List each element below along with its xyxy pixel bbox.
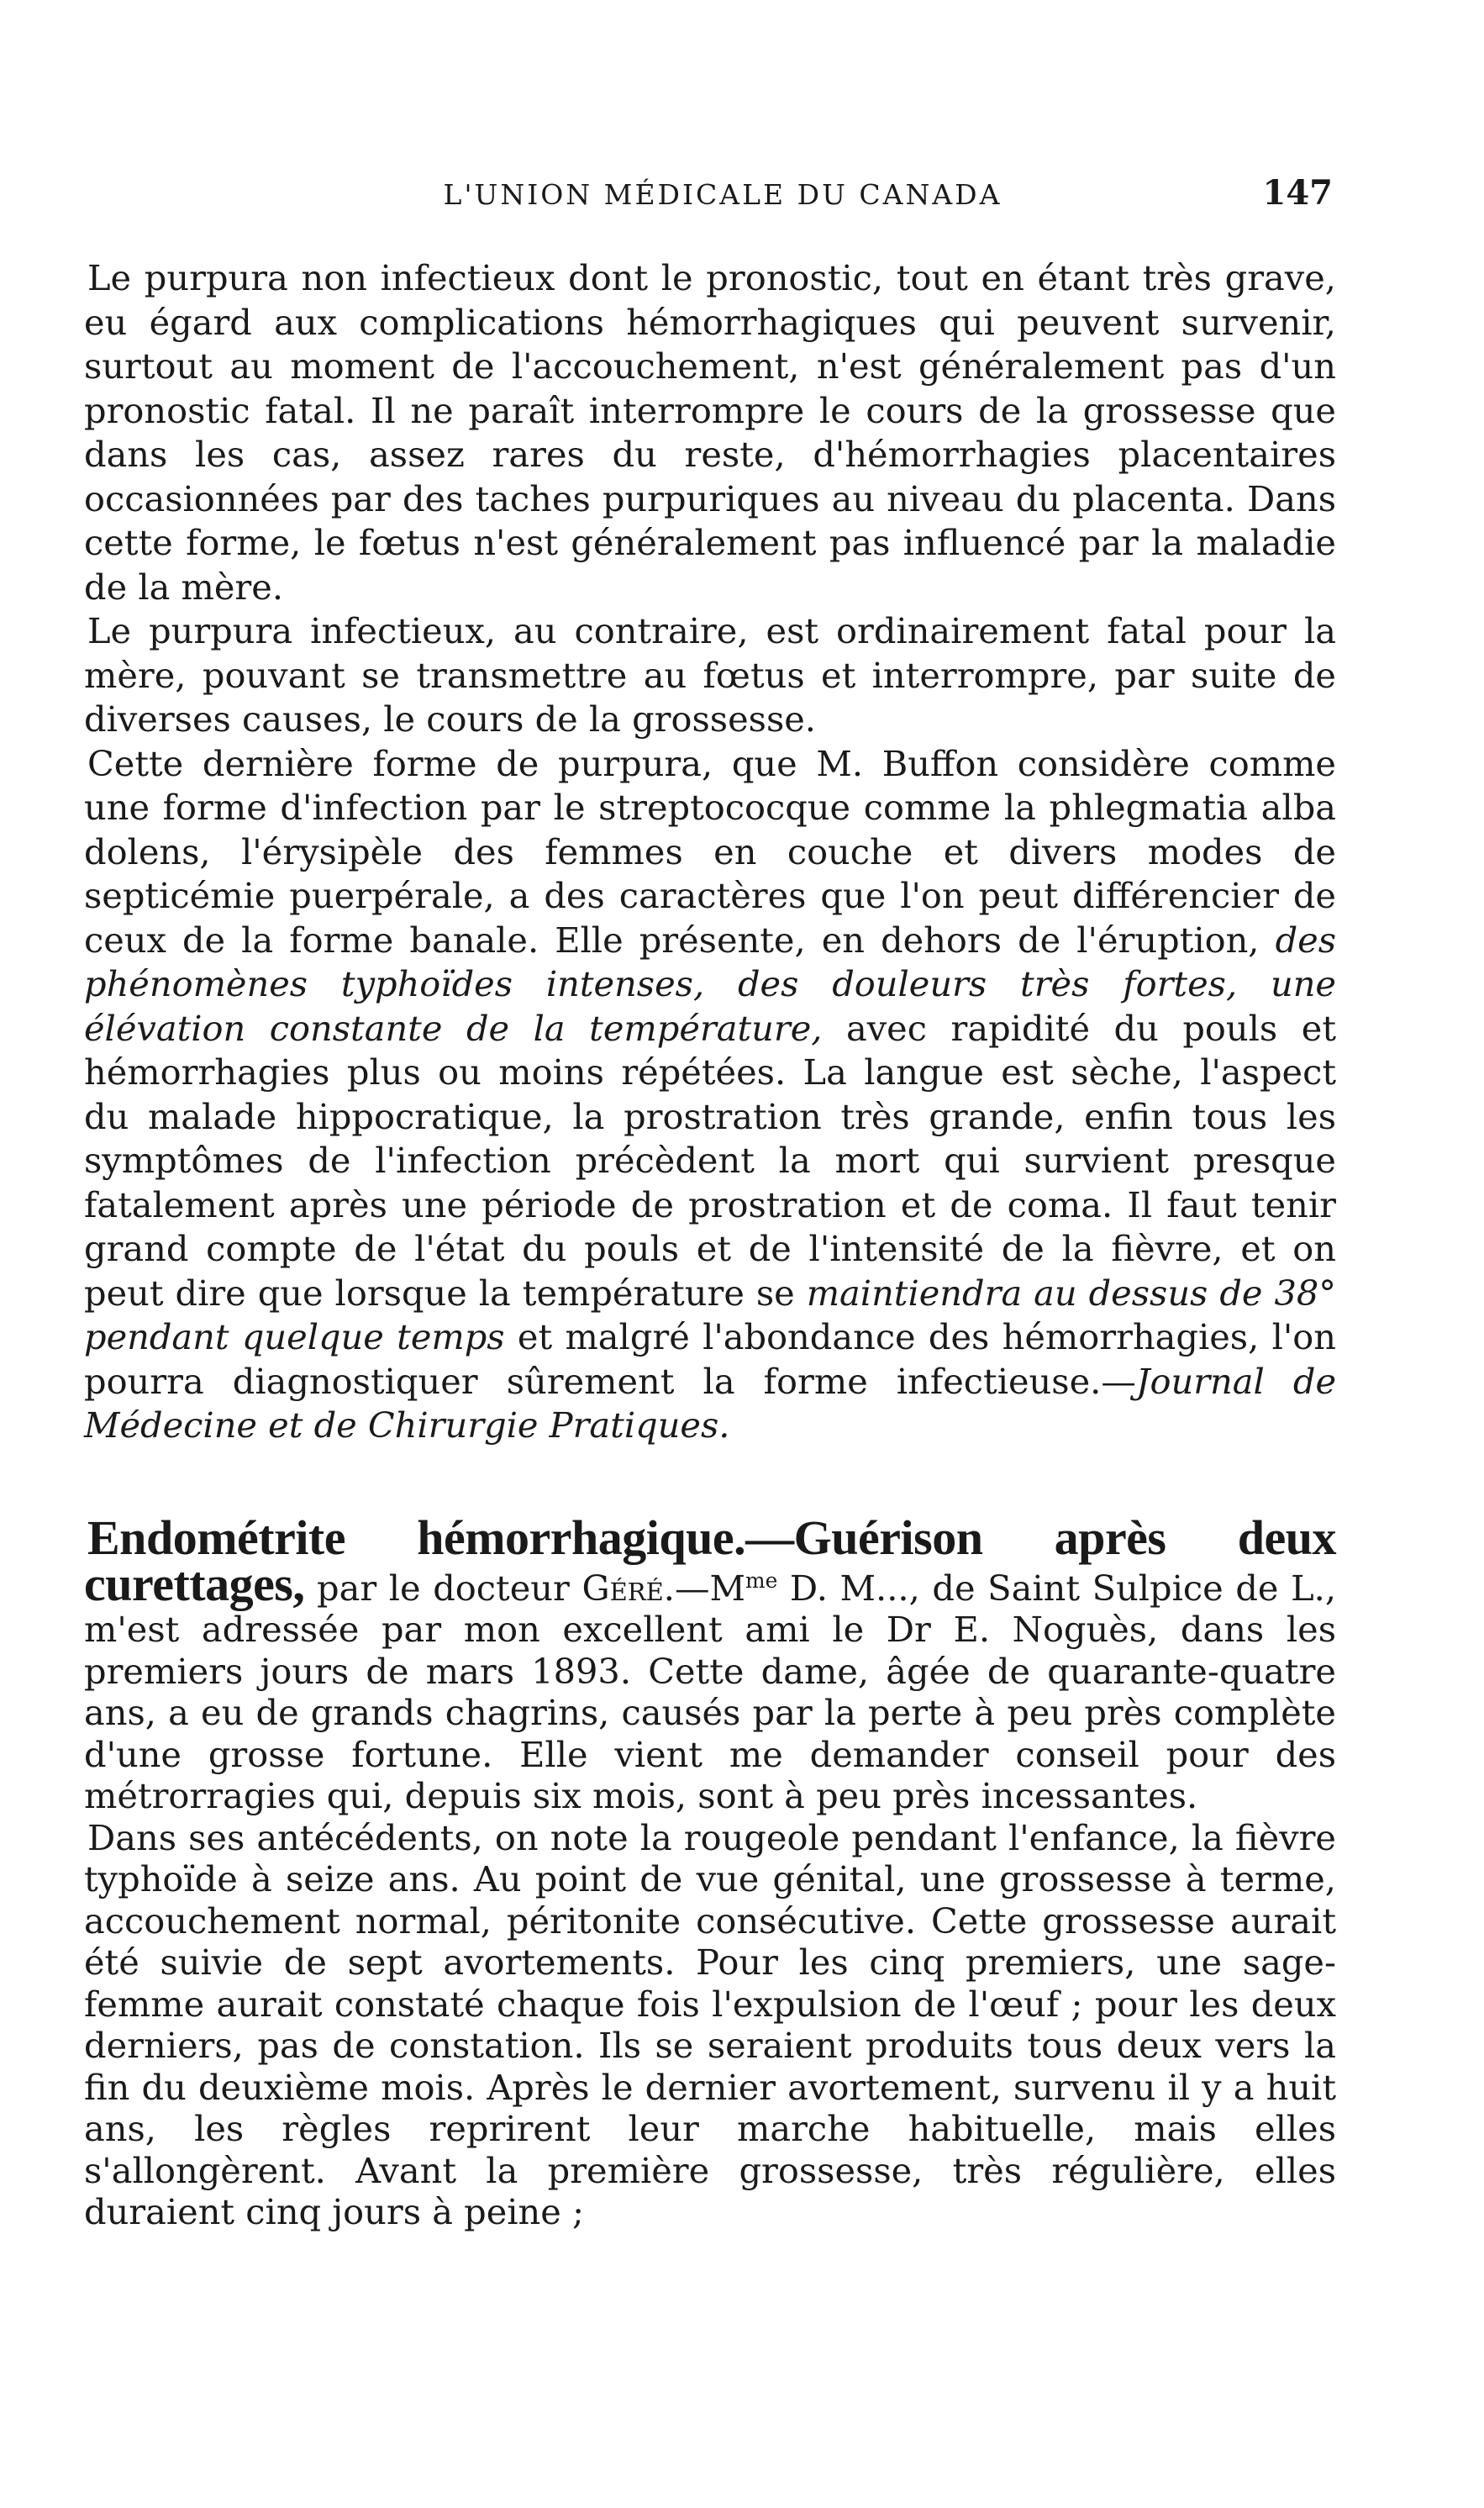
journal-citation: Journal de Médecine et de Chirurgie Pratiques. xyxy=(84,1360,1337,1446)
section-title: Endométrite hémorrhagique.—Guérison après deux curettages, xyxy=(84,1510,1336,1611)
text-run: .—M xyxy=(663,1567,745,1609)
paragraph-case-intro xyxy=(84,1510,1337,1817)
running-header xyxy=(0,173,1484,229)
text-run: Cette dernière forme de purpura, que M. Buffon considère comme une forme d'infection par le streptococque comme la phlegmatia alba dolens, l'érysipèle des femmes en couche et divers modes de septicémie puerpérale, a des caractères que l'on peut différencier de ceux de la forme banale. Elle présente, en dehors de l'éruption, xyxy=(84,742,1336,961)
paragraph-non-infectious: Le purpura non infectieux dont le pronostic, tout en étant très grave, eu égard aux complications hémorrhagiques qui peuvent survenir, surtout au moment de l'accouchement, n'est généralement pas d'un pronostic fatal. Il ne paraît interrompre le cours de la grossesse que dans les cas, assez rares du reste, d'hémorrhagies placentaires occasionnées par des taches purpuriques au niveau du placenta. Dans cette forme, le fœtus n'est généralement pas influencé par la maladie de la mère. xyxy=(84,257,1336,608)
paragraph-infectious: Le purpura infectieux, au contraire, est ordinairement fatal pour la mère, pouvant se transmettre au fœtus et interrompre, par suite de diverses causes, le cours de la grossesse. xyxy=(84,610,1336,740)
text-run: et malgré l'abondance des hémorrhagies, l'on pourra diagnostiquer sûrement la forme infectieuse.— xyxy=(84,1316,1336,1402)
text-run: avec rapidité du pouls et hémorrhagies plus ou moins répétées. La langue est sèche, l'aspect du malade hippocratique, la prostration très grande, enfin tous les symptômes de l'infection précèdent la mort qui survient presque fatalement après une période de prostration et de coma. Il faut tenir grand compte de l'état du pouls et de l'intensité de la fièvre, et on peut dire que lorsque la température se xyxy=(84,1007,1336,1314)
journal-title: L'UNION MÉDICALE DU CANADA xyxy=(443,178,1002,211)
text-run: par le docteur xyxy=(304,1567,582,1609)
paragraph-infectious-form xyxy=(84,742,1336,1448)
text-run: D. M..., de Saint Sulpice de L., m'est adressée par mon excellent ami le Dr E. Noguès, dans les premiers jours de mars 1893. Cette dame, âgée de quarante-quatre ans, a eu de grands chagrins, causés par la perte à peu près complète d'une grosse fortune. Elle vient me demander conseil pour des métrorragies qui, depuis six mois, sont à peu près incessantes. xyxy=(84,1567,1337,1816)
italic-temperature: maintiendra au dessus de 38° pendant quelque temps xyxy=(84,1272,1336,1357)
article-purpura xyxy=(84,256,1336,1448)
paragraph-antecedents: Dans ses antécédents, on note la rougeole pendant l'enfance, la fièvre typhoïde à seize ans. Au point de vue génital, une grossesse à terme, accouchement normal, péritonite consécutive. Cette grossesse aurait été suivie de sept avortements. Pour les cinq premiers, une sage-femme aurait constaté chaque fois l'expulsion de l'œuf ; pour les deux derniers, pas de constation. Ils se seraient produits tous deux vers la fin du deuxième mois. Après le dernier avortement, survenu il y a huit ans, les règles reprirent leur marche habituelle, mais elles s'allongèrent. Avant la première grossesse, très régulière, elles duraient cinq jours à peine ; xyxy=(84,1816,1336,2232)
author-name: Géré xyxy=(581,1567,664,1609)
italic-symptoms: des phénomènes typhoïdes intenses, des douleurs très fortes, une élévation constante de la température, xyxy=(84,919,1336,1049)
article-endometritis xyxy=(84,1510,1337,2233)
superscript-me: me xyxy=(745,1568,778,1593)
page-number: 147 xyxy=(1262,173,1333,213)
